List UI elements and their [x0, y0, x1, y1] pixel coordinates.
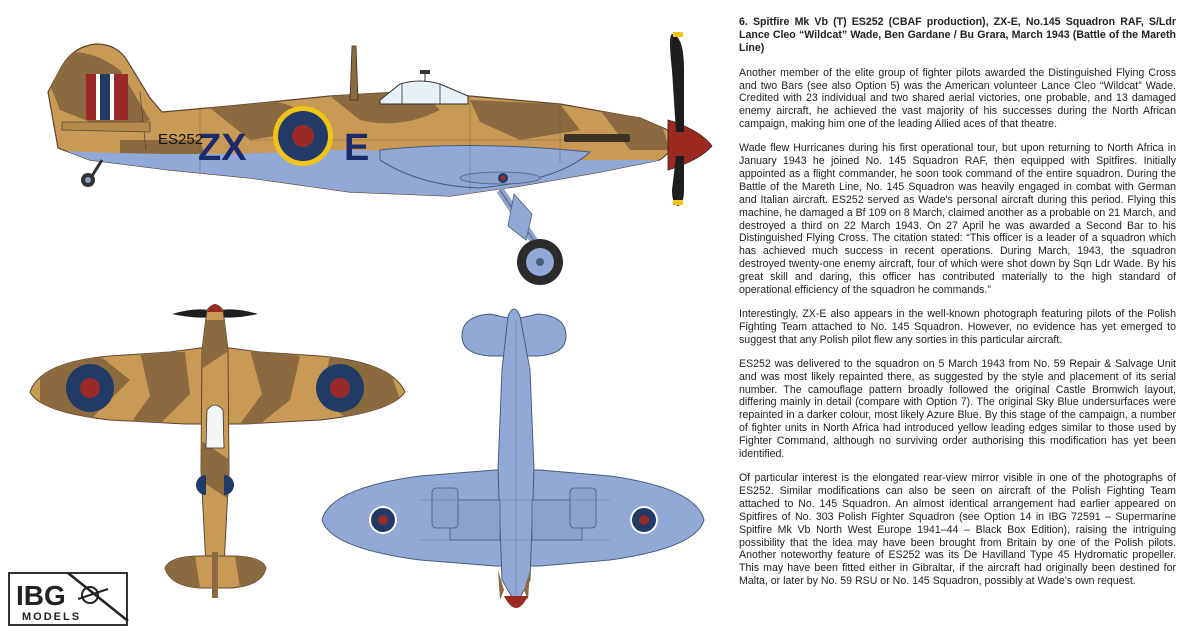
paragraph-2: Wade flew Hurricanes during his first operational tour, but upon returning to North Africa in January 1943 he joined No. 145 Squadron RAF, then equipped with Spitfires. Initially appointed as a flight commander, he soon took command of the entire squadron. During the Battle of the Mareth Line, No. 145 Squadron was heavily engaged in combat with German and Italian aircraft. ES252 served as Wade's personal aircraft during this period. Flying this machine, he damaged a Bf 109 on 8 March, claimed another as a probable on 21 March, and destroyed a third on 22 March 1943. On 27 April he was awarded a Second Bar to his Distinguished Flying Cross. The citation stated: “This officer is a leader of a squadron which has achieved much success in recent operations. During March, 1943, the squadron destroyed twenty-one enemy aircraft, four of which were shot down by Sqn Ldr Wade. By his great skill and daring, this officer has contributed materially to the high standard of operational efficiency of the squadron he commands.” — [739, 142, 1176, 297]
lower-wing-roundel-left — [369, 506, 397, 534]
exhausts — [564, 134, 630, 142]
code-letters-left: ZX — [198, 127, 247, 169]
top-spinner — [207, 304, 223, 312]
lower-wing-roundel-right — [630, 506, 658, 534]
side-canopy — [380, 81, 468, 104]
main-wheel — [517, 239, 563, 285]
spinner — [668, 120, 712, 170]
option-title: 6. Spitfire Mk Vb (T) ES252 (CBAF production), ZX-E, No.145 Squadron RAF, S/Ldr Lance Cleo “Wildcat” Wade, Ben Gardane / Bu Grara, March 1943 (Battle of the Mareth Line) — [739, 16, 1176, 55]
code-letter-right: E — [344, 127, 370, 169]
svg-text:MODELS: MODELS — [22, 611, 82, 623]
description-column — [739, 16, 1176, 599]
bottom-tailplane — [462, 314, 508, 356]
top-view — [30, 304, 405, 598]
side-profile — [40, 32, 712, 285]
paragraph-3: Interestingly, ZX-E also appears in the well-known photograph featuring pilots of the Polish Fighting Team attached to No. 145 Squadron. However, no evidence has yet emerged to suggest that any Polish pilot flew any sorties in this particular aircraft. — [739, 308, 1176, 346]
fuselage-roundel — [273, 106, 333, 166]
top-canopy — [206, 405, 224, 448]
svg-text:IBG: IBG — [16, 580, 66, 611]
ibg-models-logo — [8, 569, 130, 627]
serial-number: ES252 — [158, 131, 204, 148]
upper-wing-roundel-left — [66, 364, 114, 412]
paragraph-1: Another member of the elite group of fighter pilots awarded the Distinguished Flying Cross and two Bars (see also Option 5) was the American volunteer Lance Cleo “Wildcat” Wade. Credited with 23 individual and two shared aerial victories, one probable, and 13 damaged enemy aircraft, he achieved the vast majority of his successes during the North African campaign, making him one of the leading Allied aces of that theatre. — [739, 66, 1176, 131]
propeller — [670, 32, 684, 206]
paragraph-5: Of particular interest is the elongated rear-view mirror visible in one of the photographs of ES252. Similar modifications can also be seen on aircraft of the Polish Fighting Team attached to No. 145 Squadron. An almost identical arrangement had earlier appeared on Spitfires of No. 303 Polish Fighter Squadron (see Option 14 in IBG 72591 – Supermarine Spitfire Mk Vb North West Europe 1941–44 – Black Box Edition), raising the intriguing possibility that the idea may have been brought from Britain by one of the Polish pilots. Another noteworthy feature of ES252 was its De Havilland Type 45 Hydromatic propeller. This may have been fitted either in Gibraltar, if the aircraft had originally been destined for Malta, or later by No. 59 RSU or No. 145 Squadron, possibly at Wade's own request. — [739, 471, 1176, 588]
bottom-view — [322, 309, 704, 608]
paragraph-4: ES252 was delivered to the squadron on 5 March 1943 from No. 59 Repair & Salvage Unit and was most likely repainted there, as suggested by the style and placement of its serial number. The camouflage pattern broadly followed the original Castle Bromwich layout, differing mainly in detail (compare with Option 7). The original Sky Blue undersurfaces were repainted in a darker colour, most likely Azure Blue. By this stage of the campaign, a number of fighter units in North Africa had introduced yellow leading edges similar to those used by Fighter Command, although no surviving order authorising this modification has yet been identified. — [739, 357, 1176, 461]
fin-flash — [86, 74, 128, 120]
upper-wing-roundel-right — [316, 364, 364, 412]
